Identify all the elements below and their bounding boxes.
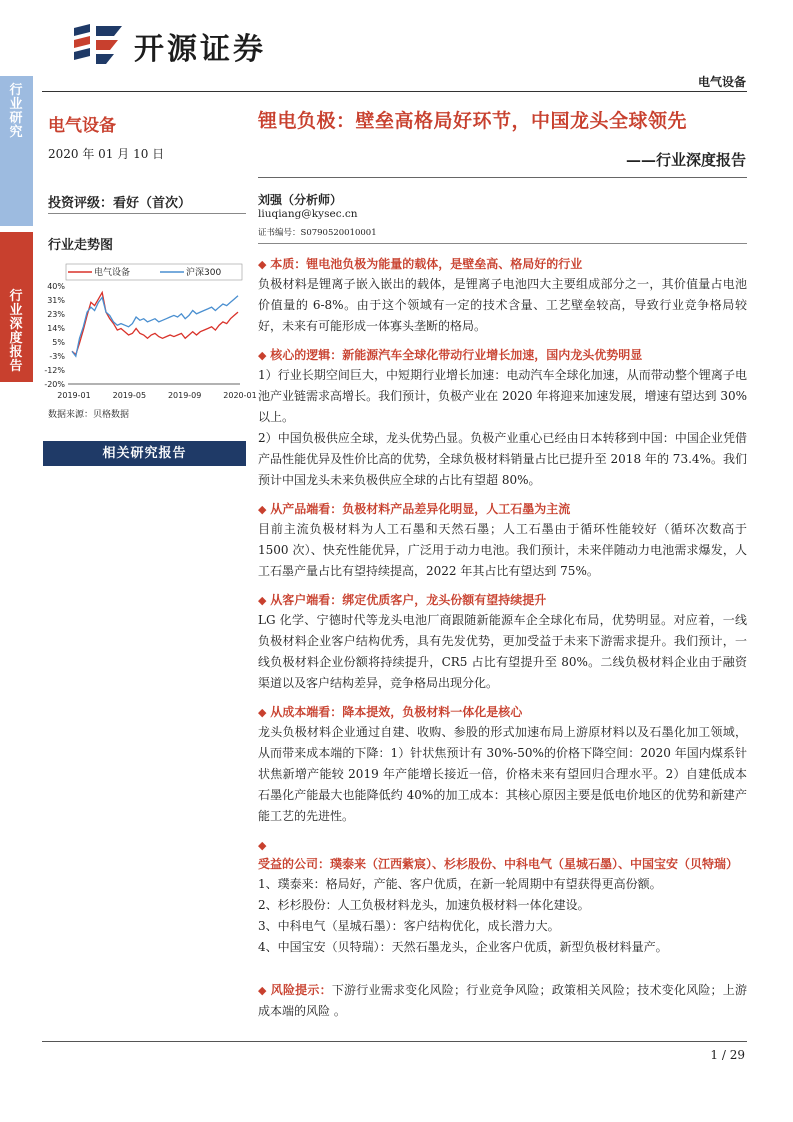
data-source: 数据来源：贝格数据 (48, 410, 130, 420)
bullet-icon: ◆ (258, 839, 267, 852)
legend-label-csi300: 沪深300 (186, 268, 222, 278)
bullet-icon: ◆ (258, 503, 271, 516)
section-paragraph: 目前主流负极材料为人工石墨和天然石墨；人工石墨由于循环性能较好（循环次数高于 1500 次）、快充性能优异，广泛用于动力电池。我们预计，未来伴随动力电池需求爆发，人工石墨产量占比有望持续提高，2022 年其占比有望达到 75%。 (258, 522, 747, 578)
x-tick-label: 2019-01 (57, 391, 91, 400)
section-customer (258, 591, 747, 694)
risk-text: 下游行业需求变化风险；行业竞争风险；政策相关风险；技术变化风险；上游成本端的风险 。 (258, 983, 747, 1018)
sector-name: 电气设备 (48, 116, 116, 136)
sidebar-top-label: 行业研究 (9, 83, 23, 140)
y-tick-label: 31% (47, 296, 65, 305)
bullet-icon: ◆ (258, 984, 271, 997)
author-divider (258, 243, 747, 244)
sidebar-industry-research (0, 76, 33, 226)
section-head: ◆ 从成本端看：降本提效，负极材料一体化是核心 (258, 705, 523, 719)
section-product (258, 500, 747, 582)
brand-name: 开源证券 (134, 32, 266, 67)
section-paragraph: 1）行业长期空间巨大，中短期行业增长加速：电动汽车全球化加速，从而带动整个锂离子电池产业链需求高增长。我们预计，负极产业在 2020 年将迎来加速发展，增速有望达到 30%以上。 (258, 368, 747, 424)
y-tick-label: -3% (49, 352, 65, 361)
section-risk (258, 980, 747, 1022)
header-sector-tag: 电气设备 (697, 75, 746, 89)
industry-trend-chart (40, 258, 257, 406)
section-head: ◆ 从客户端看：绑定优质客户，龙头份额有望持续提升 (258, 593, 547, 607)
section-essence (258, 255, 747, 337)
author-email[interactable]: liuqiang@kysec.cn (258, 208, 358, 220)
report-body (258, 252, 747, 1022)
list-item: 1、璞泰来：格局好，产能、客户优质，在新一轮周期中有望获得更高份额。 (258, 877, 662, 891)
section-head: ◆ 本质：锂电池负极为能量的载体，是壁垒高、格局好的行业 (258, 257, 583, 271)
report-title: 锂电负极：壁垒高格局好环节，中国龙头全球领先 (258, 110, 688, 132)
author-cert: 证书编号：S0790520010001 (258, 228, 377, 238)
section-paragraph: 龙头负极材料企业通过自建、收购、参股的形式加速布局上游原材料以及石墨化加工领域，从而带来成本端的下降：1）针状焦预计有 30%-50%的价格下降空间：2020 年国内煤系针状焦新增产能较 2019 年产能增长接近一倍，价格未来有望回归合理水平。2）自建低成本石墨化产能最大也能降低约 40%的加工成本：其核心原因主要是低电价地区的优势和新建产能工艺的先进性。 (258, 725, 747, 823)
section-beneficiaries (258, 836, 747, 958)
sidebar-report-type (0, 232, 33, 382)
left-divider (48, 213, 246, 214)
related-reports-button[interactable]: 相关研究报告 (43, 441, 246, 466)
report-subtitle: ——行业深度报告 (625, 151, 746, 169)
risk-head: 风险提示： (270, 983, 332, 997)
section-core-logic (258, 346, 747, 491)
list-item: 4、中国宝安（贝特瑞）：天然石墨龙头，企业客户优质，新型负极材料量产。 (258, 940, 668, 954)
legend-label-electrical: 电气设备 (94, 268, 131, 278)
title-divider (258, 177, 747, 178)
section-head: ◆ 核心的逻辑：新能源汽车全球化带动行业增长加速，国内龙头优势明显 (258, 348, 643, 362)
bullet-icon: ◆ (258, 594, 271, 607)
section-head: ◆ 从产品端看：负极材料产品差异化明显，人工石墨为主流 (258, 502, 571, 516)
investment-rating: 投资评级：看好（首次） (48, 196, 192, 211)
section-cost (258, 703, 747, 827)
section-paragraph: 2）中国负极供应全球，龙头优势凸显。负极产业重心已经由日本转移到中国：中国企业凭借产品性能优异及性价比高的优势，全球负极材料销量占比已提升至 2018 年的 73.4%。我们预计中国龙头未来负极供应全球的占比有望超 80%。 (258, 431, 747, 487)
list-item: 2、杉杉股份：人工负极材料龙头，加速负极材料一体化建设。 (258, 898, 590, 912)
author-name: 刘强（分析师） (258, 193, 343, 207)
brand-logo-icon (70, 24, 126, 68)
header-divider (42, 91, 747, 92)
list-item: 3、中科电气（星城石墨）：客户结构优化，成长潜力大。 (258, 919, 560, 933)
risk-paragraph (258, 980, 747, 1022)
y-tick-label: 5% (52, 338, 65, 347)
x-tick-label: 2020-01 (223, 391, 257, 400)
sidebar-mid-label: 行业深度报告 (9, 289, 23, 374)
report-date: 2020 年 01 月 10 日 (48, 147, 165, 161)
y-tick-label: -20% (44, 380, 65, 389)
section-paragraph: 负极材料是锂离子嵌入嵌出的载体，是锂离子电池四大主要组成部分之一，其价值量占电池价值量的 6-8%。由于这个领域有一定的技术含量、工艺壁垒较高，导致行业竞争格局较好，未来有可能形成一体寡头垄断的格局。 (258, 277, 747, 333)
x-tick-label: 2019-05 (112, 391, 147, 400)
bullet-icon: ◆ (258, 706, 271, 719)
footer-divider (42, 1041, 747, 1042)
series-line-沪深300 (72, 296, 238, 356)
page-number: 1 / 29 (710, 1048, 745, 1062)
y-tick-label: 40% (47, 282, 65, 291)
x-tick-label: 2019-09 (167, 391, 202, 400)
y-tick-label: 14% (47, 324, 65, 333)
bullet-icon: ◆ (258, 258, 271, 271)
y-tick-label: -12% (44, 366, 65, 375)
bullet-icon: ◆ (258, 349, 271, 362)
series-line-电气设备 (72, 293, 238, 355)
section-head: ◆ 受益的公司：璞泰来（江西紫宸）、杉杉股份、中科电气（星城石墨）、中国宝安（贝特瑞） (258, 839, 739, 871)
trend-title: 行业走势图 (48, 238, 114, 253)
y-tick-label: 23% (47, 310, 65, 319)
section-paragraph: LG 化学、宁德时代等龙头电池厂商跟随新能源车企全球化布局，优势明显。对应着，一线负极材料企业客户结构优秀，具有先发优势，更加受益于未来下游需求提升。我们预计，一线负极材料企业份额将持续提升，CR5 占比有望提升至 80%。二线负极材料企业由于融资渠道以及客户结构差异，竞争格局出现分化。 (258, 613, 747, 690)
